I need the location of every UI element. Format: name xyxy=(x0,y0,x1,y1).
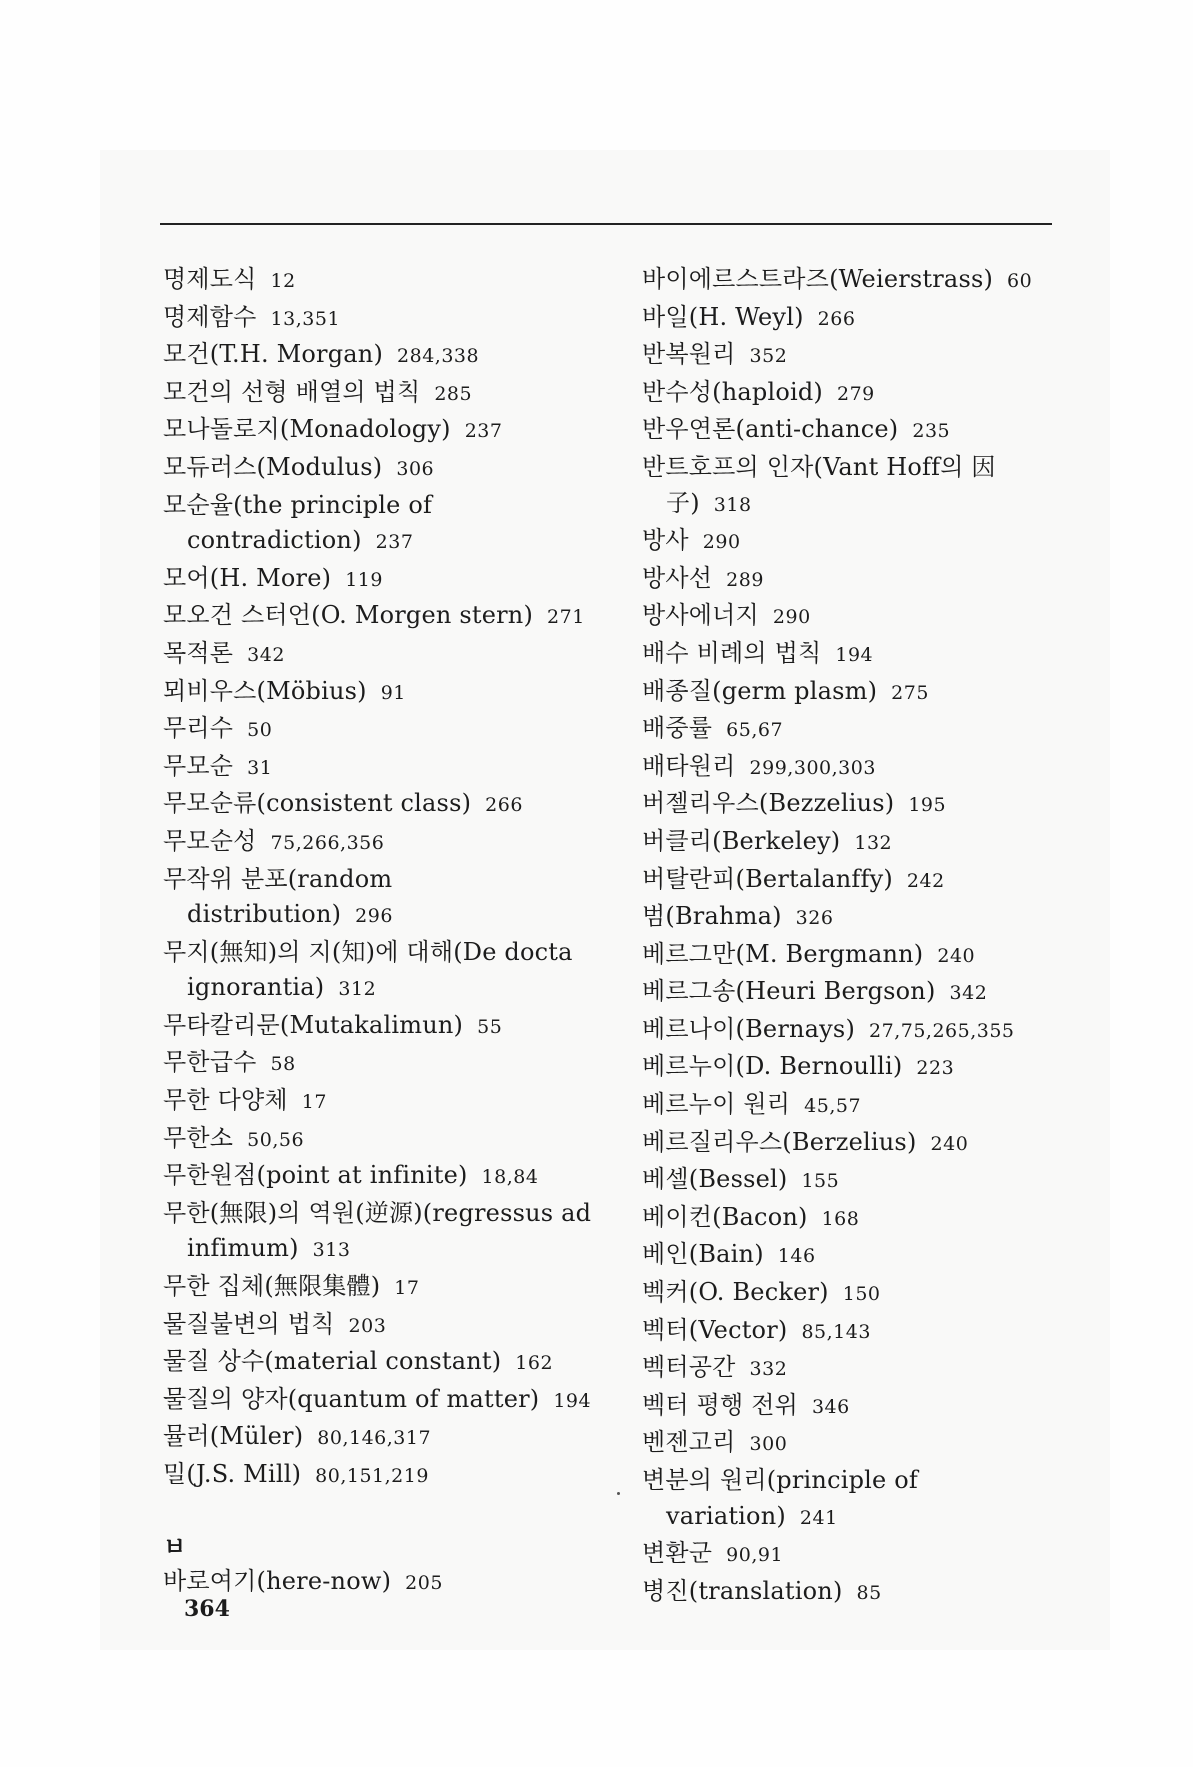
index-term: 물질 상수(material constant) xyxy=(163,1347,502,1376)
page-references: 17 xyxy=(394,1277,420,1300)
index-term: 버탈란피(Bertalanffy) xyxy=(642,864,893,893)
index-entry xyxy=(642,1125,1072,1163)
page-references: 346 xyxy=(811,1395,850,1418)
page-references: 312 xyxy=(338,978,377,1001)
page-references: 80,146,317 xyxy=(317,1427,432,1450)
page-references: 65,67 xyxy=(726,719,784,742)
page-references: 155 xyxy=(801,1170,840,1193)
index-entry xyxy=(642,450,1072,523)
page-references: 290 xyxy=(702,531,741,554)
page-references: 27,75,265,355 xyxy=(869,1019,1015,1042)
index-entry xyxy=(163,674,603,712)
index-term: 무한(無限)의 역원(逆源)(regressus ad infimum) xyxy=(163,1198,592,1263)
index-entry xyxy=(642,937,1072,975)
page-references: 237 xyxy=(375,531,414,554)
index-entry xyxy=(642,862,1072,900)
index-term: 방사선 xyxy=(642,563,713,592)
page-references: 12 xyxy=(270,270,296,292)
index-entry xyxy=(642,1388,1072,1426)
page-references: 242 xyxy=(906,869,945,892)
index-entry xyxy=(163,1121,603,1159)
index-term: 모듀러스(Modulus) xyxy=(163,452,383,481)
index-term: 베르그송(Heuri Bergson) xyxy=(642,977,936,1006)
index-entry xyxy=(163,450,603,488)
page-references: 50 xyxy=(247,719,273,742)
index-entry xyxy=(163,1307,603,1345)
page-references: 223 xyxy=(916,1057,955,1080)
index-term: 베르그만(M. Bergmann) xyxy=(642,939,924,968)
index-entry xyxy=(163,598,603,636)
index-entry xyxy=(163,412,603,450)
index-term: 바로여기(here-now) xyxy=(163,1567,392,1596)
page-references: 90,91 xyxy=(726,1544,784,1567)
index-term: 반복원리 xyxy=(642,340,736,369)
index-term: 모어(H. More) xyxy=(163,563,332,592)
page-references: 279 xyxy=(836,382,875,405)
index-term: 모건의 선형 배열의 법칙 xyxy=(163,377,421,406)
index-term: 무모순류(consistent class) xyxy=(163,789,472,818)
index-entry xyxy=(642,561,1072,599)
index-term: 변분의 원리(principle of variation) xyxy=(642,1466,919,1530)
index-entry xyxy=(642,1012,1072,1050)
index-term: 밀(J.S. Mill) xyxy=(163,1460,302,1488)
page-references: 296 xyxy=(355,905,393,928)
index-entry xyxy=(163,1045,603,1083)
index-entry xyxy=(163,636,603,674)
index-entry xyxy=(163,561,603,599)
page-references: 168 xyxy=(821,1207,860,1230)
page-references: 326 xyxy=(795,907,834,930)
left-column xyxy=(163,262,603,1602)
index-term: 무한 다양체 xyxy=(163,1086,288,1115)
index-entry xyxy=(163,262,603,300)
page-references: 285 xyxy=(434,382,473,405)
index-entry xyxy=(163,1269,603,1307)
page-references: 162 xyxy=(515,1352,554,1375)
page-references: 85,143 xyxy=(801,1320,871,1343)
page-references: 266 xyxy=(485,794,523,817)
index-term: 모나돌로지(Monadology) xyxy=(163,415,451,444)
index-term: 무한 집체(無限集體) xyxy=(163,1272,381,1301)
page-references: 132 xyxy=(854,831,893,854)
index-term: 뮬러(Müler) xyxy=(163,1422,304,1451)
index-entry xyxy=(642,636,1072,674)
index-term: 배타원리 xyxy=(642,751,736,780)
page-references: 60 xyxy=(1007,270,1033,292)
index-entry xyxy=(642,674,1072,712)
index-entry xyxy=(642,262,1072,300)
section-heading: ㅂ xyxy=(163,1531,187,1561)
index-entry xyxy=(642,375,1072,413)
page-references: 55 xyxy=(477,1015,503,1038)
index-term: 무한원점(point at infinite) xyxy=(163,1161,468,1190)
index-entry xyxy=(163,375,603,413)
page-references: 299,300,303 xyxy=(749,756,876,779)
index-entry xyxy=(163,824,603,862)
page-references: 31 xyxy=(247,756,273,779)
index-entry xyxy=(642,749,1072,787)
index-entry xyxy=(642,786,1072,824)
page-references: 17 xyxy=(301,1091,327,1114)
page-references: 342 xyxy=(247,643,285,666)
index-term: 베인(Bain) xyxy=(642,1240,764,1269)
index-term: 반트호프의 인자(Vant Hoff의 因子) xyxy=(642,452,996,517)
page-references: 290 xyxy=(772,606,811,629)
index-entry xyxy=(642,1463,1072,1536)
page-references: 194 xyxy=(835,643,874,666)
index-term: 무작위 분포(random distribution) xyxy=(163,864,393,929)
index-entry xyxy=(163,711,603,749)
left-entry-list xyxy=(163,262,603,1495)
index-entry xyxy=(642,1200,1072,1238)
scan-speck xyxy=(617,1492,620,1495)
index-term: 변환군 xyxy=(642,1539,713,1568)
index-entry xyxy=(163,337,603,375)
index-entry xyxy=(642,523,1072,561)
index-term: 모오건 스터언(O. Morgen stern) xyxy=(163,601,534,630)
page-references: 313 xyxy=(312,1239,351,1262)
index-term: 배중률 xyxy=(642,714,713,743)
page-references: 306 xyxy=(396,457,435,480)
page-references: 241 xyxy=(799,1506,838,1529)
index-term: 버젤리우스(Bezzelius) xyxy=(642,789,895,818)
page-references: 332 xyxy=(749,1358,788,1381)
index-entry xyxy=(642,337,1072,375)
index-entry xyxy=(642,1049,1072,1087)
index-term: 베르질리우스(Berzelius) xyxy=(642,1127,917,1156)
index-entry xyxy=(163,786,603,824)
index-entry xyxy=(163,1382,603,1420)
index-term: 물질의 양자(quantum of matter) xyxy=(163,1384,540,1413)
index-entry xyxy=(163,1008,603,1046)
page-references: 85 xyxy=(856,1581,882,1604)
index-entry xyxy=(642,598,1072,636)
right-column xyxy=(642,262,1072,1611)
index-term: 방사 xyxy=(642,526,689,555)
index-entry xyxy=(642,899,1072,937)
index-entry xyxy=(163,1419,603,1457)
page-references: 45,57 xyxy=(804,1095,862,1118)
page-references: 275 xyxy=(891,681,929,704)
index-term: 바일(H. Weyl) xyxy=(642,302,804,331)
index-term: 명제도식 xyxy=(163,265,257,293)
page-references: 80,151,219 xyxy=(315,1465,429,1487)
page-references: 146 xyxy=(777,1245,816,1268)
page-references: 195 xyxy=(908,794,947,817)
page-references: 235 xyxy=(912,420,951,443)
index-term: 뫼비우스(Möbius) xyxy=(163,676,367,705)
index-term: 베이컨(Bacon) xyxy=(642,1202,808,1231)
index-entry xyxy=(163,1158,603,1196)
index-entry xyxy=(163,1083,603,1121)
index-entry xyxy=(642,1275,1072,1313)
index-term: 벤젠고리 xyxy=(642,1428,736,1457)
index-term: 바이에르스트라즈(Weierstrass) xyxy=(642,265,994,293)
index-entry xyxy=(642,1313,1072,1351)
page-references: 342 xyxy=(949,982,988,1005)
page-references: 58 xyxy=(270,1053,296,1076)
index-term: 무모순 xyxy=(163,751,234,780)
page-references: 352 xyxy=(749,345,788,368)
index-term: 방사에너지 xyxy=(642,601,759,630)
index-term: 벡터공간 xyxy=(642,1353,736,1382)
index-entry xyxy=(642,1162,1072,1200)
index-term: 반우연론(anti-chance) xyxy=(642,415,899,444)
index-term: 벡터 평행 전위 xyxy=(642,1390,798,1419)
index-term: 벡커(O. Becker) xyxy=(642,1278,829,1307)
index-entry xyxy=(163,300,603,338)
index-term: 베르누이 원리 xyxy=(642,1090,791,1119)
header-rule xyxy=(160,223,1052,225)
index-term: 물질불변의 법칙 xyxy=(163,1309,335,1338)
index-entry xyxy=(642,1425,1072,1463)
index-entry xyxy=(642,412,1072,450)
index-term: 목적론 xyxy=(163,638,234,667)
page-references: 240 xyxy=(930,1132,969,1155)
index-term: 모순율(the principle of contradiction) xyxy=(163,490,433,555)
index-entry xyxy=(642,1087,1072,1125)
page-references: 284,338 xyxy=(397,345,480,368)
index-entry xyxy=(642,974,1072,1012)
page-references: 50,56 xyxy=(247,1128,305,1151)
page-references: 266 xyxy=(817,307,856,330)
index-term: 범(Brahma) xyxy=(642,902,782,931)
page-references: 271 xyxy=(547,606,585,629)
page-references: 205 xyxy=(405,1572,443,1595)
page-references: 18,84 xyxy=(481,1166,539,1189)
index-term: 무타칼리문(Mutakalimun) xyxy=(163,1010,464,1039)
index-term: 벡터(Vector) xyxy=(642,1315,788,1344)
index-term: 무리수 xyxy=(163,714,234,743)
right-entry-list xyxy=(642,262,1072,1611)
page-references: 300 xyxy=(749,1433,788,1456)
index-entry xyxy=(642,711,1072,749)
page-references: 91 xyxy=(380,681,406,704)
page-references: 119 xyxy=(345,568,383,591)
index-term: 배종질(germ plasm) xyxy=(642,676,878,705)
page-references: 203 xyxy=(348,1314,387,1337)
index-entry xyxy=(642,1237,1072,1275)
page-references: 240 xyxy=(937,944,976,967)
index-entry xyxy=(163,1457,603,1495)
page-references: 318 xyxy=(713,493,752,516)
index-entry xyxy=(163,1196,603,1269)
index-term: 배수 비례의 법칙 xyxy=(642,638,822,667)
index-term: 무모순성 xyxy=(163,826,257,855)
index-term: 모건(T.H. Morgan) xyxy=(163,340,384,369)
index-entry xyxy=(163,749,603,787)
index-entry xyxy=(163,862,603,935)
page-references: 13,351 xyxy=(270,307,341,330)
page-references: 237 xyxy=(464,420,503,443)
index-term: 무지(無知)의 지(知)에 대해(De docta ignorantia) xyxy=(163,937,573,1002)
index-term: 베르누이(D. Bernoulli) xyxy=(642,1052,903,1081)
page-number: 364 xyxy=(184,1596,230,1622)
index-entry xyxy=(642,1536,1072,1574)
index-term: 반수성(haploid) xyxy=(642,377,823,406)
index-entry xyxy=(163,488,603,561)
index-term: 무한급수 xyxy=(163,1048,257,1077)
index-term: 베르나이(Bernays) xyxy=(642,1014,856,1043)
index-term: 무한소 xyxy=(163,1123,234,1152)
page-references: 150 xyxy=(842,1283,881,1306)
index-term: 버클리(Berkeley) xyxy=(642,826,841,855)
index-term: 명제함수 xyxy=(163,302,257,331)
page-references: 194 xyxy=(553,1389,592,1412)
page-references: 75,266,356 xyxy=(270,831,385,854)
index-entry xyxy=(163,935,603,1008)
index-term: 베셀(Bessel) xyxy=(642,1165,788,1194)
index-entry xyxy=(642,300,1072,338)
index-entry xyxy=(642,1350,1072,1388)
index-entry xyxy=(642,1574,1072,1612)
index-entry xyxy=(163,1344,603,1382)
index-entry xyxy=(642,824,1072,862)
page-references: 289 xyxy=(726,568,764,591)
index-term: 병진(translation) xyxy=(642,1576,843,1605)
